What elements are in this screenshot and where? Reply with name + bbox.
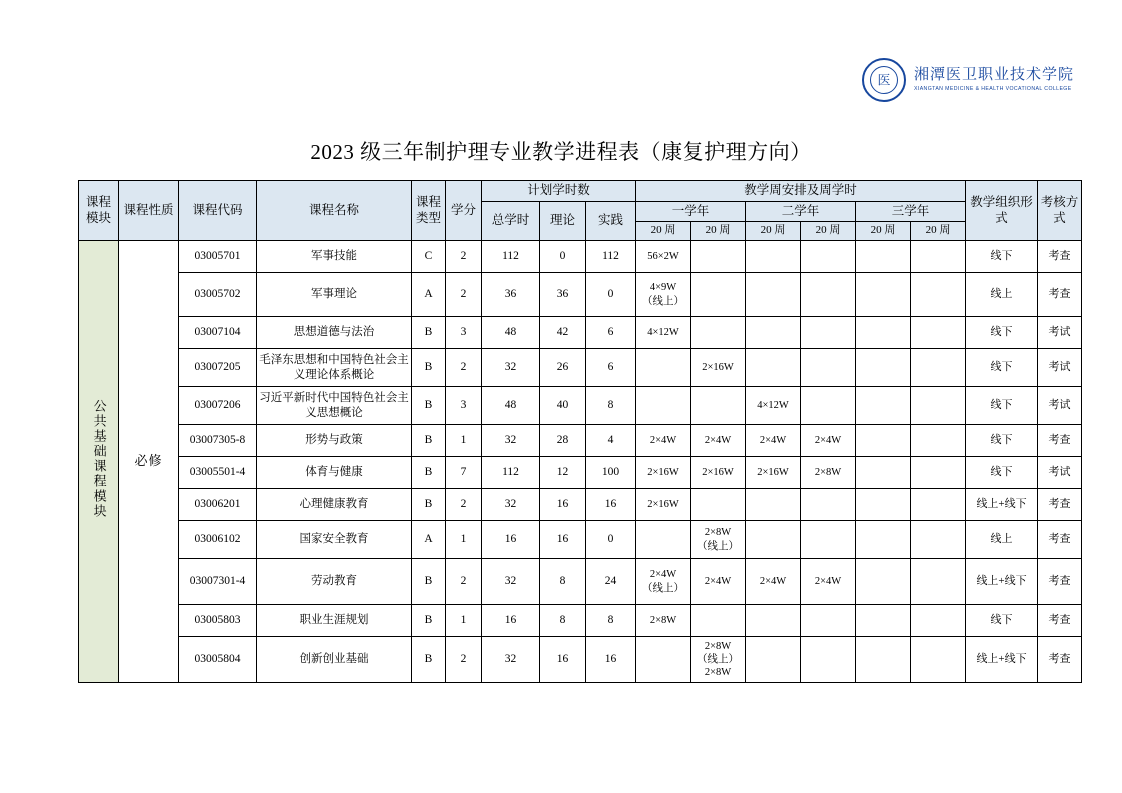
cell-week-hours-1: 4×9W （线上） <box>636 273 691 317</box>
cell-week-hours-1: 2×8W <box>636 605 691 637</box>
cell-practice-hours: 24 <box>586 559 636 605</box>
cell-org-form: 线下 <box>966 317 1038 349</box>
cell-course-name: 军事理论 <box>257 273 412 317</box>
cell-org-form: 线上+线下 <box>966 637 1038 683</box>
cell-course-name: 形势与政策 <box>257 425 412 457</box>
cell-course-type: B <box>412 349 446 387</box>
header-week-1: 20 周 <box>636 222 691 241</box>
header-plan-hours: 计划学时数 <box>482 181 636 202</box>
cell-course-name: 体育与健康 <box>257 457 412 489</box>
cell-theory-hours: 42 <box>540 317 586 349</box>
header-exam-form: 考核方式 <box>1038 181 1082 241</box>
cell-week-hours-2: 2×16W <box>691 349 746 387</box>
college-name-en: XIANGTAN MEDICINE & HEALTH VOCATIONAL COLLEGE <box>914 85 1072 92</box>
cell-course-code: 03005701 <box>179 241 257 273</box>
cell-total-hours: 32 <box>482 489 540 521</box>
cell-course-code: 03005804 <box>179 637 257 683</box>
cell-week-hours-1: 2×16W <box>636 457 691 489</box>
cell-org-form: 线下 <box>966 241 1038 273</box>
cell-week-hours-2: 2×8W （线上） <box>691 521 746 559</box>
header-code: 课程代码 <box>179 181 257 241</box>
cell-week-hours-4: 2×4W <box>801 559 856 605</box>
cell-week-hours-2 <box>691 273 746 317</box>
cell-week-hours-3 <box>746 637 801 683</box>
cell-course-type: C <box>412 241 446 273</box>
cell-course-name: 劳动教育 <box>257 559 412 605</box>
cell-exam-form: 考查 <box>1038 521 1082 559</box>
cell-course-code: 03005501-4 <box>179 457 257 489</box>
cell-week-hours-6 <box>911 489 966 521</box>
cell-practice-hours: 16 <box>586 489 636 521</box>
table-row <box>79 521 1082 559</box>
table-row <box>79 637 1082 683</box>
cell-total-hours: 32 <box>482 637 540 683</box>
cell-credit: 7 <box>446 457 482 489</box>
cell-week-hours-3 <box>746 605 801 637</box>
cell-course-type: B <box>412 559 446 605</box>
header-year-1: 一学年 <box>636 201 746 222</box>
table-row <box>79 605 1082 637</box>
cell-practice-hours: 6 <box>586 317 636 349</box>
cell-exam-form: 考查 <box>1038 273 1082 317</box>
cell-week-hours-6 <box>911 425 966 457</box>
cell-week-hours-6 <box>911 241 966 273</box>
table-row <box>79 273 1082 317</box>
cell-week-hours-2: 2×8W （线上） 2×8W <box>691 637 746 683</box>
cell-course-code: 03006102 <box>179 521 257 559</box>
cell-nature: 必修 <box>119 241 179 683</box>
cell-org-form: 线下 <box>966 605 1038 637</box>
cell-practice-hours: 100 <box>586 457 636 489</box>
cell-credit: 1 <box>446 425 482 457</box>
header-week-4: 20 周 <box>801 222 856 241</box>
cell-practice-hours: 16 <box>586 637 636 683</box>
cell-week-hours-3: 2×4W <box>746 559 801 605</box>
cell-course-code: 03007205 <box>179 349 257 387</box>
cell-week-hours-5 <box>856 241 911 273</box>
cell-course-name: 职业生涯规划 <box>257 605 412 637</box>
cell-week-hours-6 <box>911 457 966 489</box>
cell-week-hours-4 <box>801 521 856 559</box>
cell-total-hours: 48 <box>482 387 540 425</box>
cell-exam-form: 考查 <box>1038 637 1082 683</box>
cell-week-hours-3 <box>746 349 801 387</box>
cell-week-hours-6 <box>911 273 966 317</box>
cell-course-type: B <box>412 425 446 457</box>
cell-practice-hours: 8 <box>586 605 636 637</box>
cell-week-hours-3: 2×4W <box>746 425 801 457</box>
cell-credit: 2 <box>446 241 482 273</box>
table-row <box>79 489 1082 521</box>
cell-course-name: 思想道德与法治 <box>257 317 412 349</box>
cell-exam-form: 考查 <box>1038 425 1082 457</box>
cell-week-hours-1 <box>636 387 691 425</box>
header-theory-hours: 理论 <box>540 201 586 240</box>
header-nature: 课程性质 <box>119 181 179 241</box>
cell-week-hours-1: 2×4W （线上） <box>636 559 691 605</box>
table-row <box>79 317 1082 349</box>
cell-theory-hours: 16 <box>540 521 586 559</box>
cell-exam-form: 考试 <box>1038 349 1082 387</box>
cell-week-hours-2 <box>691 241 746 273</box>
header-week-arrange: 教学周安排及周学时 <box>636 181 966 202</box>
cell-week-hours-3 <box>746 241 801 273</box>
cell-practice-hours: 0 <box>586 273 636 317</box>
cell-week-hours-6 <box>911 605 966 637</box>
cell-org-form: 线下 <box>966 457 1038 489</box>
cell-credit: 3 <box>446 317 482 349</box>
cell-exam-form: 考查 <box>1038 559 1082 605</box>
cell-week-hours-3 <box>746 489 801 521</box>
cell-course-code: 03007301-4 <box>179 559 257 605</box>
cell-week-hours-5 <box>856 273 911 317</box>
cell-week-hours-4 <box>801 273 856 317</box>
header-name: 课程名称 <box>257 181 412 241</box>
table-row <box>79 387 1082 425</box>
emblem-glyph: 医 <box>877 72 891 88</box>
page-title: 2023 级三年制护理专业教学进程表（康复护理方向） <box>310 140 812 164</box>
college-emblem-icon <box>862 58 906 102</box>
cell-course-type: B <box>412 387 446 425</box>
cell-course-code: 03007206 <box>179 387 257 425</box>
cell-week-hours-2 <box>691 605 746 637</box>
cell-week-hours-2 <box>691 317 746 349</box>
cell-course-name: 习近平新时代中国特色社会主义思想概论 <box>257 387 412 425</box>
cell-course-name: 军事技能 <box>257 241 412 273</box>
cell-week-hours-4: 2×4W <box>801 425 856 457</box>
cell-course-name: 创新创业基础 <box>257 637 412 683</box>
cell-week-hours-4 <box>801 387 856 425</box>
cell-week-hours-5 <box>856 637 911 683</box>
cell-week-hours-5 <box>856 457 911 489</box>
cell-week-hours-5 <box>856 521 911 559</box>
cell-week-hours-3: 4×12W <box>746 387 801 425</box>
table-row <box>79 425 1082 457</box>
table-body <box>79 241 1082 683</box>
header-credit: 学分 <box>446 181 482 241</box>
table-row <box>79 241 1082 273</box>
cell-course-type: B <box>412 605 446 637</box>
cell-week-hours-5 <box>856 559 911 605</box>
header-week-2: 20 周 <box>691 222 746 241</box>
header-week-5: 20 周 <box>856 222 911 241</box>
cell-week-hours-1: 56×2W <box>636 241 691 273</box>
cell-total-hours: 112 <box>482 457 540 489</box>
cell-credit: 2 <box>446 559 482 605</box>
cell-org-form: 线下 <box>966 425 1038 457</box>
cell-week-hours-2: 2×4W <box>691 559 746 605</box>
cell-week-hours-4 <box>801 605 856 637</box>
cell-course-type: B <box>412 317 446 349</box>
cell-week-hours-2: 2×16W <box>691 457 746 489</box>
cell-course-name: 心理健康教育 <box>257 489 412 521</box>
cell-course-code: 03007305-8 <box>179 425 257 457</box>
cell-total-hours: 16 <box>482 605 540 637</box>
table-row <box>79 559 1082 605</box>
cell-org-form: 线上 <box>966 273 1038 317</box>
cell-exam-form: 考试 <box>1038 317 1082 349</box>
cell-course-code: 03006201 <box>179 489 257 521</box>
cell-week-hours-5 <box>856 605 911 637</box>
header-year-2: 二学年 <box>746 201 856 222</box>
cell-credit: 2 <box>446 637 482 683</box>
cell-exam-form: 考查 <box>1038 489 1082 521</box>
cell-week-hours-6 <box>911 317 966 349</box>
cell-practice-hours: 0 <box>586 521 636 559</box>
cell-week-hours-4 <box>801 349 856 387</box>
teaching-schedule-table <box>78 180 1082 683</box>
cell-week-hours-1 <box>636 349 691 387</box>
cell-org-form: 线上+线下 <box>966 489 1038 521</box>
cell-theory-hours: 16 <box>540 489 586 521</box>
cell-course-type: B <box>412 637 446 683</box>
header-year-3: 三学年 <box>856 201 966 222</box>
cell-week-hours-4: 2×8W <box>801 457 856 489</box>
cell-org-form: 线上+线下 <box>966 559 1038 605</box>
cell-week-hours-6 <box>911 521 966 559</box>
cell-practice-hours: 112 <box>586 241 636 273</box>
cell-week-hours-5 <box>856 349 911 387</box>
cell-practice-hours: 4 <box>586 425 636 457</box>
header-module: 课程模块 <box>79 181 119 241</box>
cell-credit: 3 <box>446 387 482 425</box>
header-org-form: 教学组织形式 <box>966 181 1038 241</box>
cell-total-hours: 16 <box>482 521 540 559</box>
cell-week-hours-4 <box>801 489 856 521</box>
cell-week-hours-6 <box>911 387 966 425</box>
college-logo <box>862 58 1074 102</box>
cell-org-form: 线下 <box>966 349 1038 387</box>
cell-week-hours-6 <box>911 349 966 387</box>
cell-credit: 1 <box>446 605 482 637</box>
table-row <box>79 349 1082 387</box>
cell-week-hours-6 <box>911 559 966 605</box>
cell-week-hours-3 <box>746 273 801 317</box>
cell-total-hours: 48 <box>482 317 540 349</box>
cell-exam-form: 考查 <box>1038 605 1082 637</box>
cell-module: 公共基础课程模块 <box>79 241 119 683</box>
cell-theory-hours: 16 <box>540 637 586 683</box>
cell-week-hours-3: 2×16W <box>746 457 801 489</box>
cell-course-type: B <box>412 457 446 489</box>
cell-credit: 2 <box>446 489 482 521</box>
cell-credit: 2 <box>446 273 482 317</box>
cell-credit: 2 <box>446 349 482 387</box>
cell-practice-hours: 8 <box>586 387 636 425</box>
cell-exam-form: 考试 <box>1038 387 1082 425</box>
cell-week-hours-3 <box>746 317 801 349</box>
cell-course-type: A <box>412 273 446 317</box>
cell-org-form: 线下 <box>966 387 1038 425</box>
cell-exam-form: 考试 <box>1038 457 1082 489</box>
cell-practice-hours: 6 <box>586 349 636 387</box>
college-name-cn: 湘潭医卫职业技术学院 <box>914 67 1075 84</box>
cell-theory-hours: 40 <box>540 387 586 425</box>
cell-week-hours-1 <box>636 521 691 559</box>
cell-course-code: 03007104 <box>179 317 257 349</box>
cell-week-hours-2: 2×4W <box>691 425 746 457</box>
cell-week-hours-1 <box>636 637 691 683</box>
cell-week-hours-3 <box>746 521 801 559</box>
cell-course-code: 03005803 <box>179 605 257 637</box>
cell-week-hours-5 <box>856 489 911 521</box>
cell-week-hours-1: 4×12W <box>636 317 691 349</box>
cell-theory-hours: 0 <box>540 241 586 273</box>
cell-week-hours-6 <box>911 637 966 683</box>
cell-credit: 1 <box>446 521 482 559</box>
cell-course-type: A <box>412 521 446 559</box>
cell-course-name: 国家安全教育 <box>257 521 412 559</box>
cell-course-name: 毛泽东思想和中国特色社会主义理论体系概论 <box>257 349 412 387</box>
cell-theory-hours: 28 <box>540 425 586 457</box>
header-type: 课程类型 <box>412 181 446 241</box>
header-total-hours: 总学时 <box>482 201 540 240</box>
cell-total-hours: 112 <box>482 241 540 273</box>
teaching-schedule-table-wrap <box>78 180 1079 683</box>
cell-course-type: B <box>412 489 446 521</box>
cell-week-hours-4 <box>801 241 856 273</box>
cell-theory-hours: 36 <box>540 273 586 317</box>
cell-week-hours-5 <box>856 387 911 425</box>
cell-theory-hours: 12 <box>540 457 586 489</box>
header-practice-hours: 实践 <box>586 201 636 240</box>
table-row <box>79 457 1082 489</box>
cell-total-hours: 32 <box>482 349 540 387</box>
cell-week-hours-5 <box>856 317 911 349</box>
cell-course-code: 03005702 <box>179 273 257 317</box>
cell-week-hours-4 <box>801 637 856 683</box>
cell-week-hours-2 <box>691 387 746 425</box>
cell-week-hours-5 <box>856 425 911 457</box>
header-week-3: 20 周 <box>746 222 801 241</box>
cell-theory-hours: 8 <box>540 559 586 605</box>
cell-total-hours: 32 <box>482 425 540 457</box>
cell-week-hours-1: 2×16W <box>636 489 691 521</box>
cell-exam-form: 考查 <box>1038 241 1082 273</box>
cell-week-hours-2 <box>691 489 746 521</box>
cell-theory-hours: 8 <box>540 605 586 637</box>
cell-total-hours: 36 <box>482 273 540 317</box>
cell-org-form: 线上 <box>966 521 1038 559</box>
college-logo-text <box>914 67 1074 92</box>
cell-week-hours-4 <box>801 317 856 349</box>
cell-week-hours-1: 2×4W <box>636 425 691 457</box>
header-week-6: 20 周 <box>911 222 966 241</box>
cell-theory-hours: 26 <box>540 349 586 387</box>
cell-total-hours: 32 <box>482 559 540 605</box>
